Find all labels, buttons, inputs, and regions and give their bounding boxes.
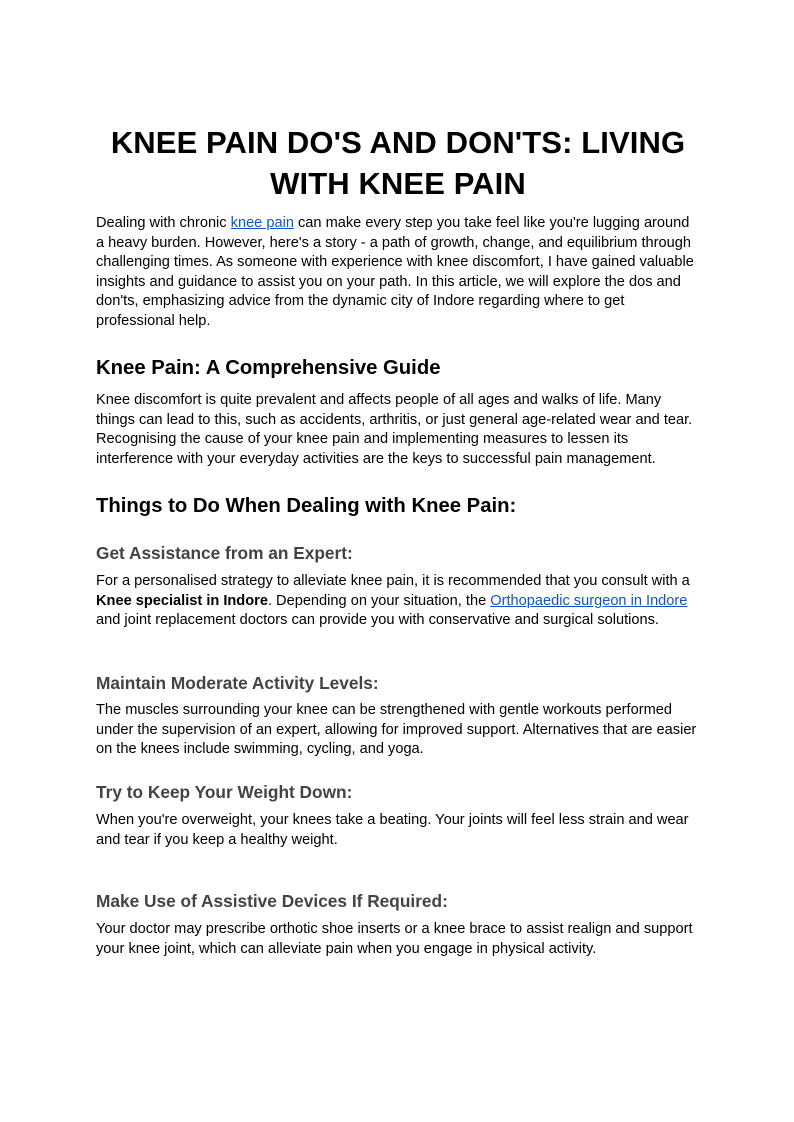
knee-specialist-bold: Knee specialist in Indore <box>96 592 268 609</box>
intro-text-before-link: Dealing with chronic <box>96 215 231 231</box>
page-title: KNEE PAIN DO'S AND DON'TS: LIVING WITH KNEE PAIN <box>110 125 686 201</box>
expert-text-3: and joint replacement doctors can provide you with conservative and surgical solutions. <box>96 612 659 629</box>
intro-text-after-link: can make every step you take feel like you're lugging around a heavy burden. However, here's a story - a path of growth, change, and equilibrium through challenging times. As someone with experience with knee discomfort, I have gained valuable insights and guidance to assist you on your path. In this article, we will explore the dos and don'ts, emphasizing advice from the dynamic city of Indore regarding where to get professional help. <box>96 215 694 329</box>
guide-paragraph: Knee discomfort is quite prevalent and affects people of all ages and walks of life. Many things can lead to this, such as accidents, arthritis, or just general age-related wear and tear. Recognising the cause of your knee pain and implementing measures to lessen its interference with your everyday activities are the keys to successful pain management. <box>96 392 693 467</box>
dos-heading: Things to Do When Dealing with Knee Pain: <box>96 495 517 517</box>
activity-paragraph: The muscles surrounding your knee can be strengthened with gentle workouts performed under the supervision of an expert, allowing for improved support. Alternatives that are easier on the knees include swimming, cycling, and yoga. <box>96 702 697 758</box>
knee-pain-link[interactable]: knee pain <box>230 215 294 231</box>
guide-heading: Knee Pain: A Comprehensive Guide <box>96 357 441 379</box>
expert-text-2: . Depending on your situation, the <box>267 592 491 609</box>
orthopaedic-surgeon-link[interactable]: Orthopaedic surgeon in Indore <box>490 592 688 609</box>
devices-paragraph: Your doctor may prescribe orthotic shoe inserts or a knee brace to assist realign and support your knee joint, which can alleviate pain when you engage in physical activity. <box>96 921 693 957</box>
intro-paragraph <box>96 214 700 332</box>
expert-heading: Get Assistance from an Expert: <box>96 543 353 563</box>
weight-heading: Try to Keep Your Weight Down: <box>96 782 353 802</box>
expert-text-1: For a personalised strategy to alleviate knee pain, it is recommended that you consult with a <box>96 573 690 589</box>
devices-heading: Make Use of Assistive Devices If Required: <box>96 891 448 911</box>
expert-paragraph <box>96 572 700 631</box>
activity-heading: Maintain Moderate Activity Levels: <box>96 673 379 693</box>
weight-paragraph: When you're overweight, your knees take a beating. Your joints will feel less strain and wear and tear if you keep a healthy weight. <box>96 812 689 848</box>
